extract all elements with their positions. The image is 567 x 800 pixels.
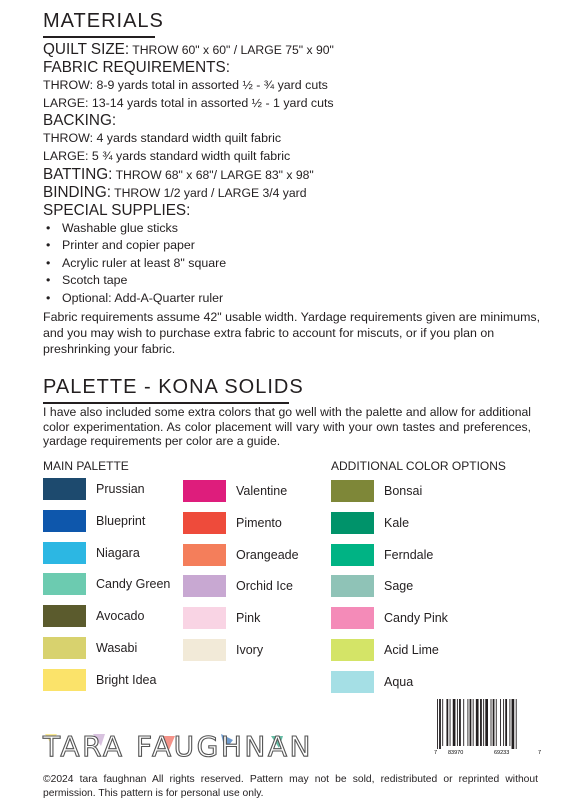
barcode-bar <box>503 699 504 746</box>
batting-label: BATTING: <box>43 165 113 183</box>
color-chip <box>43 478 86 500</box>
swatch-pink: Pink <box>183 607 260 629</box>
swatch-aqua: Aqua <box>331 671 413 693</box>
fabric-requirements-label: FABRIC REQUIREMENTS: <box>43 59 230 76</box>
backing-large: LARGE: 5 ¾ yards standard width quilt fabric <box>43 148 291 163</box>
list-item: • Scotch tape <box>43 272 543 290</box>
barcode-bar <box>473 699 474 746</box>
color-chip <box>183 639 226 661</box>
quilt-size-label: QUILT SIZE: <box>43 41 130 58</box>
main-palette-heading: MAIN PALETTE <box>43 459 129 473</box>
barcode-bar <box>470 699 472 746</box>
barcode-bar <box>446 699 448 746</box>
swatch-niagara: Niagara <box>43 542 140 564</box>
quilt-size-line <box>43 41 543 59</box>
materials-heading: MATERIALS <box>43 10 164 32</box>
color-chip <box>331 480 374 502</box>
barcode-digits-left: 83970 <box>448 750 464 755</box>
swatch-bright-idea: Bright Idea <box>43 669 156 691</box>
swatch-orangeade: Orangeade <box>183 544 299 566</box>
color-chip <box>183 607 226 629</box>
backing-label: BACKING: <box>43 112 117 130</box>
bullet-icon: • <box>46 273 51 288</box>
swatch-ferndale: Ferndale <box>331 544 433 566</box>
barcode-bar <box>463 699 464 746</box>
backing-throw: THROW: 4 yards standard width quilt fabric <box>43 131 282 146</box>
color-chip <box>43 510 86 532</box>
binding-label: BINDING: <box>43 183 111 201</box>
barcode-digit-trail: 7 <box>538 750 542 755</box>
swatch-prussian: Prussian <box>43 478 145 500</box>
barcode-bar <box>453 699 456 746</box>
barcode-digit-lead: 7 <box>434 750 438 755</box>
logo-text: TARA FAUGHNAN <box>43 730 313 763</box>
swatch-valentine: Valentine <box>183 480 287 502</box>
swatch-pimento: Pimento <box>183 512 282 534</box>
fabric-throw: THROW: 8-9 yards total in assorted ½ - ¾ yard cuts <box>43 77 328 92</box>
barcode-bar <box>467 699 468 746</box>
barcode-bar <box>500 699 501 746</box>
barcode-bar <box>512 699 515 749</box>
binding-line <box>43 184 543 202</box>
bullet-icon: • <box>46 220 51 235</box>
barcode-bar <box>439 699 441 749</box>
barcode-bar <box>437 699 438 749</box>
palette-underline <box>43 402 289 404</box>
color-chip <box>183 575 226 597</box>
barcode-icon <box>434 699 544 755</box>
list-item: • Printer and copier paper <box>43 237 543 255</box>
additional-colors-heading: ADDITIONAL COLOR OPTIONS <box>331 459 506 473</box>
materials-section <box>43 41 543 358</box>
color-chip <box>43 573 86 595</box>
color-chip <box>331 512 374 534</box>
list-item: • Optional: Add-A-Quarter ruler <box>43 290 543 308</box>
bullet-icon: • <box>46 290 51 305</box>
barcode-bar <box>505 699 507 746</box>
brand-logo <box>43 730 313 763</box>
swatch-blueprint: Blueprint <box>43 510 145 532</box>
palette-heading: PALETTE - KONA SOLIDS <box>43 376 304 398</box>
swatch-kale: Kale <box>331 512 409 534</box>
supplies-list <box>43 220 543 308</box>
palette-intro: I have also included some extra colors that go well with the palette and allow for additional color experimentation. As color placement will vary with your own tastes and preferences, yardage requirements per color are a guide. <box>43 405 531 449</box>
swatch-candy-green: Candy Green <box>43 573 170 595</box>
barcode-bar <box>476 699 479 746</box>
color-chip <box>43 542 86 564</box>
color-chip <box>331 544 374 566</box>
swatch-orchid-ice: Orchid Ice <box>183 575 293 597</box>
barcode-bar <box>442 699 443 746</box>
color-chip <box>43 637 86 659</box>
barcode-bar <box>483 699 484 746</box>
fabric-note: Fabric requirements assume 42" usable width. Yardage requirements given are minimums, and you may wish to purchase extra fabric to account for miscuts, or if you plan on preshrinking your fabric. <box>43 309 541 357</box>
color-chip <box>183 544 226 566</box>
color-chip <box>43 669 86 691</box>
swatch-candy-pink: Candy Pink <box>331 607 448 629</box>
barcode-bar <box>457 699 458 746</box>
color-chip <box>43 605 86 627</box>
swatch-wasabi: Wasabi <box>43 637 137 659</box>
copyright-notice: ©2024 tara faughnan All rights reserved. Pattern may not be sold, redistributed or reprinted without permission. This pattern is for personal use only. <box>43 774 538 799</box>
barcode-bar <box>459 699 461 746</box>
quilt-size-value: THROW 60" x 60" / LARGE 75" x 90" <box>129 43 334 57</box>
color-chip <box>183 480 226 502</box>
barcode-bar <box>509 699 510 746</box>
swatch-sage: Sage <box>331 575 413 597</box>
color-chip <box>331 639 374 661</box>
swatch-avocado: Avocado <box>43 605 144 627</box>
list-item: • Washable glue sticks <box>43 220 543 238</box>
batting-value: THROW 68" x 68"/ LARGE 83" x 98" <box>112 167 314 182</box>
color-chip <box>331 671 374 693</box>
barcode-bar <box>450 699 451 746</box>
color-chip <box>183 512 226 534</box>
barcode-bar <box>485 699 488 746</box>
list-item: • Acrylic ruler at least 8" square <box>43 255 543 273</box>
swatch-ivory: Ivory <box>183 639 263 661</box>
bullet-icon: • <box>46 238 51 253</box>
binding-value: THROW 1/2 yard / LARGE 3/4 yard <box>111 185 307 200</box>
color-chip <box>331 575 374 597</box>
special-supplies-label: SPECIAL SUPPLIES: <box>43 201 191 219</box>
batting-line <box>43 166 543 184</box>
barcode-digits-right: 69233 <box>494 750 510 755</box>
fabric-large: LARGE: 13-14 yards total in assorted ½ - 1 yard cuts <box>43 95 334 110</box>
barcode-bar <box>516 699 517 749</box>
bullet-icon: • <box>46 255 51 270</box>
color-chip <box>331 607 374 629</box>
swatch-bonsai: Bonsai <box>331 480 422 502</box>
barcode-bar <box>496 699 497 746</box>
barcode-bar <box>493 699 495 746</box>
barcode-bar <box>480 699 482 746</box>
swatch-acid-lime: Acid Lime <box>331 639 439 661</box>
barcode-bar <box>491 699 492 746</box>
materials-underline <box>43 36 155 38</box>
